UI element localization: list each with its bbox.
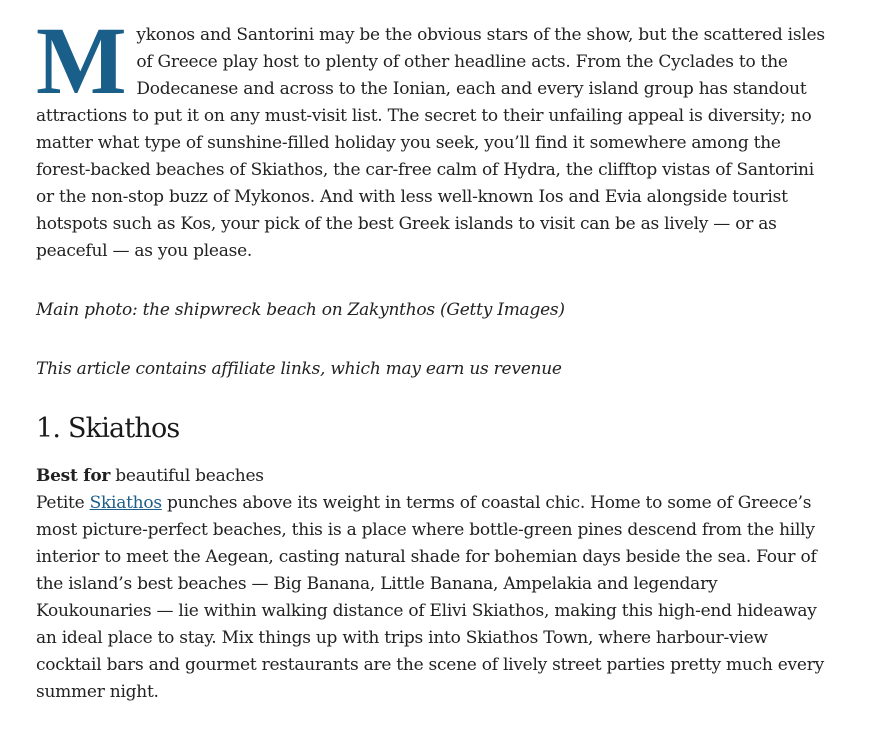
para-start: Petite <box>36 493 90 513</box>
best-for-value: beautiful beaches <box>110 466 264 486</box>
para-rest: punches above its weight in terms of coastal chic. Home to some of Greece’s most picture-perfect beaches, this is a place where bottle-green pines descend from the hilly interior to meet the Aegean, casting natural shade for bohemian days beside the sea. Four of the island’s best beaches — Big Banana, Little Banana, Ampelakia and legendary Koukounaries — lie within walking distance of Elivi Skiathos, making this high-end hideaway an ideal place to stay. Mix things up with trips into Skiathos Town, where harbour-view cocktail bars and gourmet restaurants are the scene of lively street parties pretty much every summer night. <box>36 493 824 702</box>
affiliate-disclaimer: This article contains affiliate links, which may earn us revenue <box>36 359 562 379</box>
drop-cap: M <box>36 7 127 114</box>
section-heading-skiathos: 1. Skiathos <box>36 413 180 444</box>
intro-paragraph <box>36 7 826 265</box>
photo-caption: Main photo: the shipwreck beach on Zakynthos (Getty Images) <box>36 300 565 320</box>
intro-text: ykonos and Santorini may be the obvious stars of the show, but the scattered isles of Greece play host to plenty of other headline acts. From the Cyclades to the Dodecanese and across to the Ionian, each and every island group has standout attractions to put it on any must-visit list. The secret to their unfailing appeal is diversity; no matter what type of sunshine-filled holiday you seek, you’ll find it somewhere among the forest-backed beaches of Skiathos, the car-free calm of Hydra, the clifftop vistas of Santorini or the non-stop buzz of Mykonos. And with less well-known Ios and Evia alongside tourist hotspots such as Kos, your pick of the best Greek islands to visit can be as lively — or as peaceful — as you please. <box>36 25 825 261</box>
skiathos-paragraph <box>36 490 826 706</box>
best-for-line <box>36 463 826 490</box>
skiathos-link[interactable]: Skiathos <box>89 493 162 513</box>
best-for-label: Best for <box>36 466 111 486</box>
article-body <box>36 7 826 706</box>
